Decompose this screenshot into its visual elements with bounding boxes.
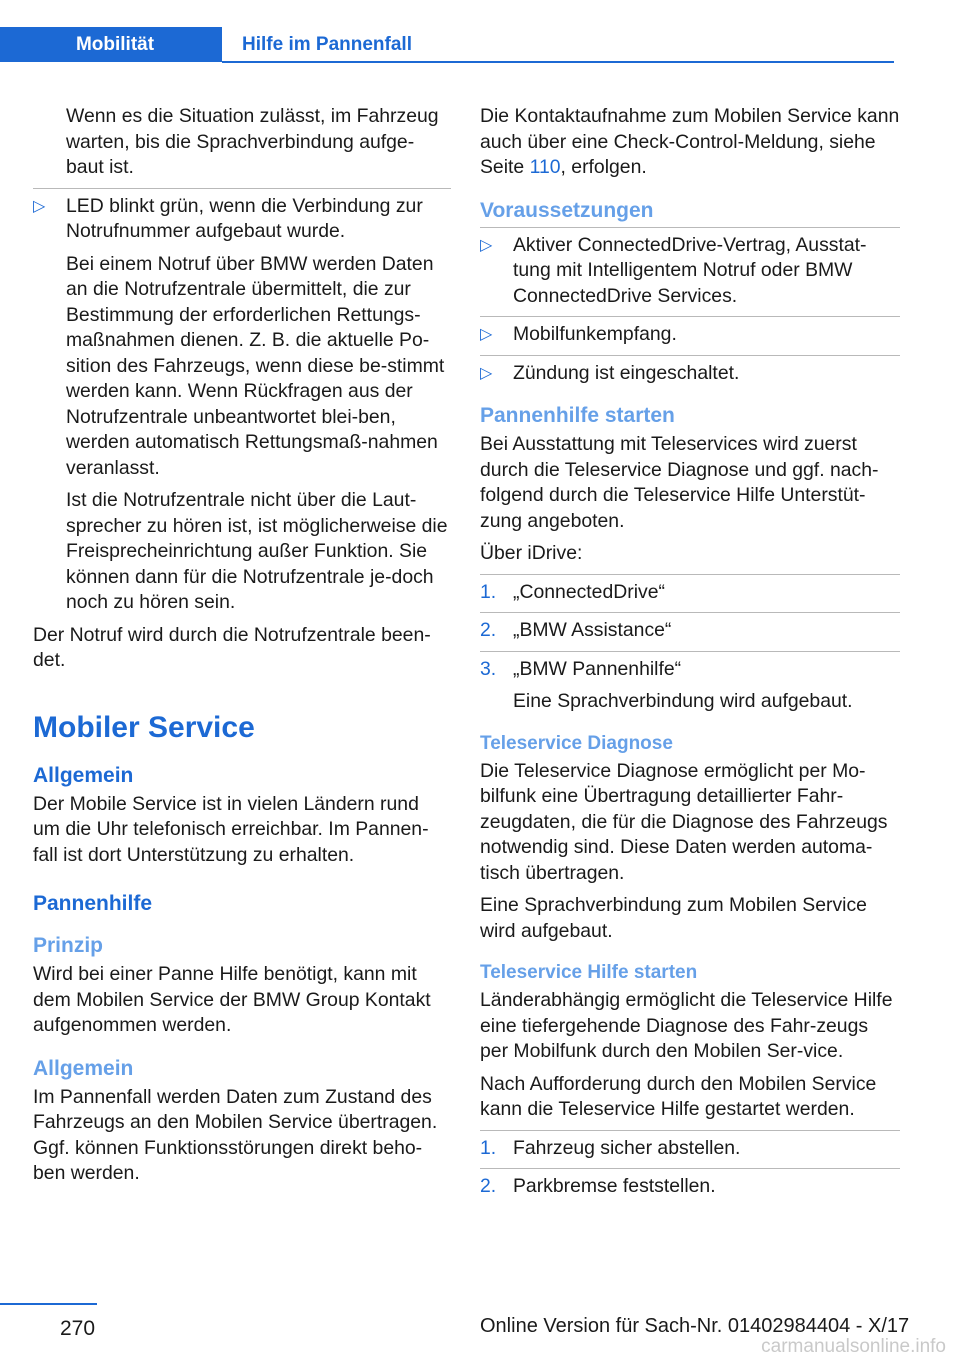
paragraph-allgemein-2: Im Pannenfall werden Daten zum Zustand des Fahrzeugs an den Mobilen Service übertragen. Ggf. können Funktionsstörungen direkt beho‐ben werden.: [33, 1085, 438, 1184]
paragraph-diagnose: Die Teleservice Diagnose ermöglicht per Mo‐bilfunk eine Übertragung detaillierter Fahr‐zeugdaten, die für die Diagnose des Fahrzeugs notwendig sind. Diese Daten werden automa‐tisch übertragen.: [480, 759, 888, 884]
triangle-bullet-icon: ▷: [480, 364, 493, 382]
footer-rule: [0, 1303, 97, 1305]
list-item-text: Zündung ist eingeschaltet.: [513, 361, 740, 384]
header-tab-mobilitaet: Mobilität: [0, 27, 222, 62]
list-item-step: [480, 651, 900, 683]
left-column: [33, 104, 451, 1194]
heading-pannenhilfe: Pannenhilfe: [33, 892, 153, 915]
heading-mobiler-service: Mobiler Service: [33, 710, 255, 744]
paragraph-bmw-notruf: Bei einem Notruf über BMW werden Daten an die Notrufzentrale übermittelt, die zur Bestimmung der erforderlichen Rettungs‐maßnahmen dienen. Z. B. die aktuelle Po‐sition des Fahrzeugs, wenn diese be‐stimmt werden kann. Wenn Rückfragen aus der Notrufzentrale unbeantwortet blei‐ben, werden automatisch Rettungsmaß‐nahmen veranlasst.: [66, 252, 445, 479]
paragraph-aufforderung: Nach Aufforderung durch den Mobilen Service kann die Teleservice Hilfe gestartet werden.: [480, 1072, 877, 1120]
step-number: 1.: [480, 580, 497, 603]
header-rule: [222, 61, 894, 63]
triangle-bullet-icon: ▷: [480, 236, 493, 254]
heading-prinzip: Prinzip: [33, 934, 104, 957]
heading-teleservice-hilfe-starten: Teleservice Hilfe starten: [480, 962, 698, 983]
paragraph-kontaktaufnahme: [480, 104, 900, 181]
paragraph-teleservices: Bei Ausstattung mit Teleservices wird zuerst durch die Teleservice Diagnose und ggf. nach‐folgend durch die Teleservice Hilfe Unterstüt‐zung angeboten.: [480, 433, 879, 532]
list-item: [480, 355, 900, 387]
list-item-step: [480, 1130, 900, 1162]
page-link[interactable]: 110: [529, 156, 561, 178]
list-item: [480, 316, 900, 348]
list-item-text: Aktiver ConnectedDrive-Vertrag, Ausstat‐tung mit Intelligentem Notruf oder BMW ConnectedDrive Services.: [513, 233, 867, 307]
step-text: „BMW Assistance“: [513, 619, 672, 641]
right-column: [480, 104, 900, 1207]
paragraph-beendet: Der Notruf wird durch die Notrufzentrale been‐det.: [33, 623, 431, 671]
header-tab-hilfe-im-pannenfall: Hilfe im Pannenfall: [242, 34, 412, 55]
paragraph-text: Die Kontaktaufnahme zum Mobilen Service kann auch über eine Check-Control-Meldung, siehe Seite: [480, 105, 900, 178]
heading-voraussetzungen: Voraussetzungen: [480, 198, 654, 222]
step-text: Fahrzeug sicher abstellen.: [513, 1136, 741, 1159]
watermark: carmanualsonline.info: [761, 1336, 946, 1357]
paragraph-step-note: Eine Sprachverbindung wird aufgebaut.: [513, 690, 853, 712]
online-version: Online Version für Sach-Nr. 01402984404 - X/17: [480, 1315, 910, 1337]
page-number: 270: [60, 1317, 96, 1340]
triangle-bullet-icon: ▷: [33, 197, 46, 215]
paragraph-idrive: Über iDrive:: [480, 542, 583, 564]
paragraph-situation: Wenn es die Situation zulässt, im Fahrzeug warten, bis die Sprachverbindung aufge‐baut ist.: [66, 105, 439, 178]
step-text: „BMW Pannenhilfe“: [513, 657, 682, 680]
paragraph-lautsprecher: Ist die Notrufzentrale nicht über die Laut‐sprecher zu hören ist, ist möglicherweise die Freisprecheinrichtung außer Funktion. Sie können dann für die Notrufzentrale je‐doch noch zu hören sein.: [66, 489, 448, 613]
paragraph-sprachverbindung: Eine Sprachverbindung zum Mobilen Service wird aufgebaut.: [480, 894, 867, 942]
list-item-text: LED blinkt grün, wenn die Verbindung zur Notrufnummer aufgebaut wurde.: [66, 194, 423, 242]
list-item-led: [33, 188, 451, 245]
heading-teleservice-diagnose: Teleservice Diagnose: [480, 732, 673, 754]
paragraph-text: , erfolgen.: [560, 156, 647, 178]
list-item-step: [480, 574, 900, 606]
step-number: 1.: [480, 1136, 497, 1159]
paragraph-prinzip: Wird bei einer Panne Hilfe benötigt, kann mit dem Mobilen Service der BMW Group Kontakt aufgenommen werden.: [33, 963, 431, 1036]
step-number: 3.: [480, 657, 497, 680]
step-text: „ConnectedDrive“: [513, 580, 665, 603]
step-number: 2.: [480, 1175, 497, 1197]
step-text: Parkbremse feststellen.: [513, 1175, 716, 1197]
list-item: [480, 227, 900, 310]
heading-allgemein: Allgemein: [33, 763, 134, 787]
heading-pannenhilfe-starten: Pannenhilfe starten: [480, 404, 675, 427]
list-item-step: [480, 1168, 900, 1200]
paragraph-laenderabhaengig: Länderabhängig ermöglicht die Teleservice Hilfe eine tiefergehende Diagnose des Fahr‐zeugs per Mobilfunk durch den Mobilen Ser‐vice.: [480, 989, 893, 1062]
paragraph-allgemein: Der Mobile Service ist in vielen Ländern rund um die Uhr telefonisch erreichbar. Im Pannen‐fall ist dort Unterstützung zu erhalten.: [33, 792, 429, 866]
step-number: 2.: [480, 619, 497, 641]
list-item-text: Mobilfunkempfang.: [513, 323, 677, 345]
triangle-bullet-icon: ▷: [480, 326, 493, 343]
list-item-step: [480, 612, 900, 644]
heading-allgemein-2: Allgemein: [33, 1056, 134, 1080]
